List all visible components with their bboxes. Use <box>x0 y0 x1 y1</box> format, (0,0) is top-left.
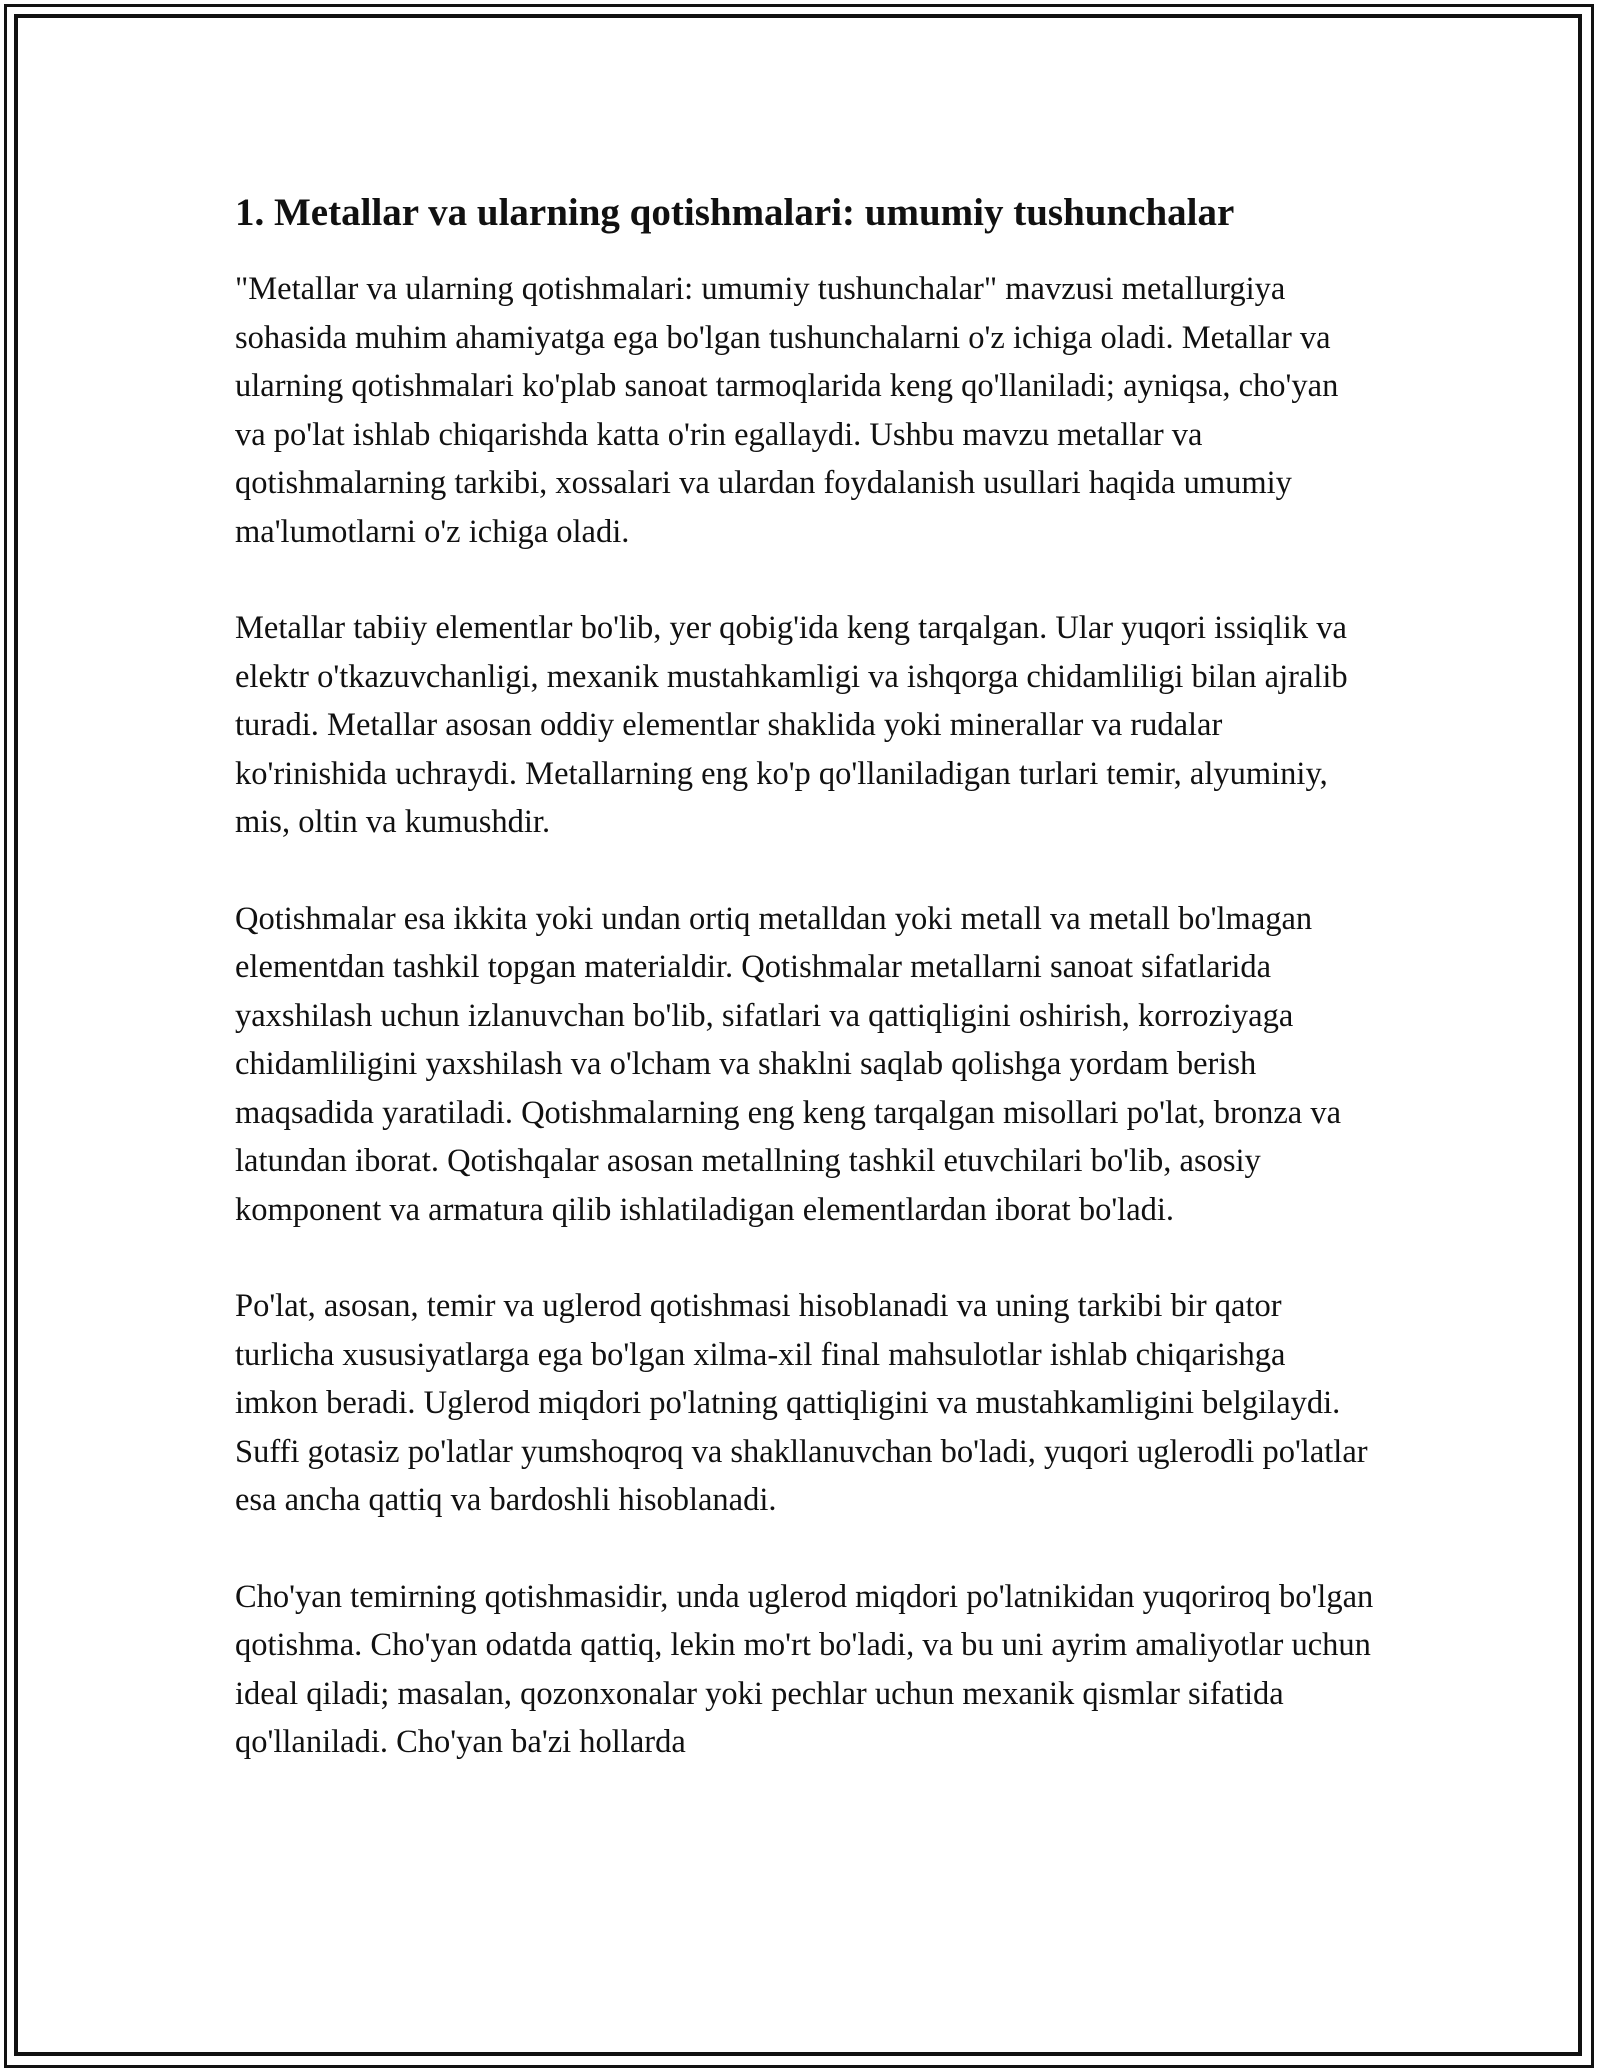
paragraph-alloys: Qotishmalar esa ikkita yoki undan ortiq metalldan yoki metall va metall bo'lmagan elementdan tashkil topgan materialdir. Qotishmalar metallarni sanoat sifatlarida yaxshilash uchun izlanuvchan bo'lib, sifatlari va qattiqligini oshirish, korroziyaga chidamliligini yaxshilash va o'lcham va shaklni saqlab qolishga yordam berish maqsadida yaratiladi. Qotishmalarning eng keng tarqalgan misollari po'lat, bronza va latundan iborat. Qotishqalar asosan metallning tashkil etuvchilari bo'lib, asosiy komponent va armatura qilib ishlatiladigan elementlardan iborat bo'ladi. <box>235 900 1341 1228</box>
paragraph-steel: Po'lat, asosan, temir va uglerod qotishmasi hisoblanadi va uning tarkibi bir qator turlicha xususiyatlarga ega bo'lgan xilma-xil final mahsulotlar ishlab chiqarishga imkon beradi. Uglerod miqdori po'latning qattiqligini va mustahkamligini belgilaydi. Suffi gotasiz po'latlar yumshoqroq va shakllanuvchan bo'ladi, yuqori uglerodli po'latlar esa ancha qattiq va bardoshli hisoblanadi. <box>235 1288 1368 1518</box>
paragraph-cast-iron: Cho'yan temirning qotishmasidir, unda uglerod miqdori po'latnikidan yuqoriroq bo'lgan qotishma. Cho'yan odatda qattiq, lekin mo'rt bo'ladi, va bu uni ayrim amaliyotlar uchun ideal qiladi; masalan, qozonxonalar yoki pechlar uchun mexanik qismlar sifatida qo'llaniladi. Cho'yan ba'zi hollarda <box>235 1578 1374 1760</box>
document-body <box>235 185 1375 1767</box>
paragraph-intro: "Metallar va ularning qotishmalari: umumiy tushunchalar" mavzusi metallurgiya sohasida muhim ahamiyatga ega bo'lgan tushunchalarni o'z ichiga oladi. Metallar va ularning qotishmalari ko'plab sanoat tarmoqlarida keng qo'llaniladi; ayniqsa, cho'yan va po'lat ishlab chiqarishda katta o'rin egallaydi. Ushbu mavzu metallar va qotishmalarning tarkibi, xossalari va ulardan foydalanish usullari haqida umumiy ma'lumotlarni o'z ichiga oladi. <box>235 271 1339 550</box>
paragraph-metals: Metallar tabiiy elementlar bo'lib, yer qobig'ida keng tarqalgan. Ular yuqori issiqlik va elektr o'tkazuvchanligi, mexanik mustahkamligi va ishqorga chidamliligi bilan ajralib turadi. Metallar asosan oddiy elementlar shaklida yoki minerallar va rudalar ko'rinishida uchraydi. Metallarning eng ko'p qo'llaniladigan turlari temir, alyuminiy, mis, oltin va kumushdir. <box>235 610 1348 840</box>
section-heading: 1. Metallar va ularning qotishmalari: umumiy tushunchalar <box>235 191 1235 234</box>
